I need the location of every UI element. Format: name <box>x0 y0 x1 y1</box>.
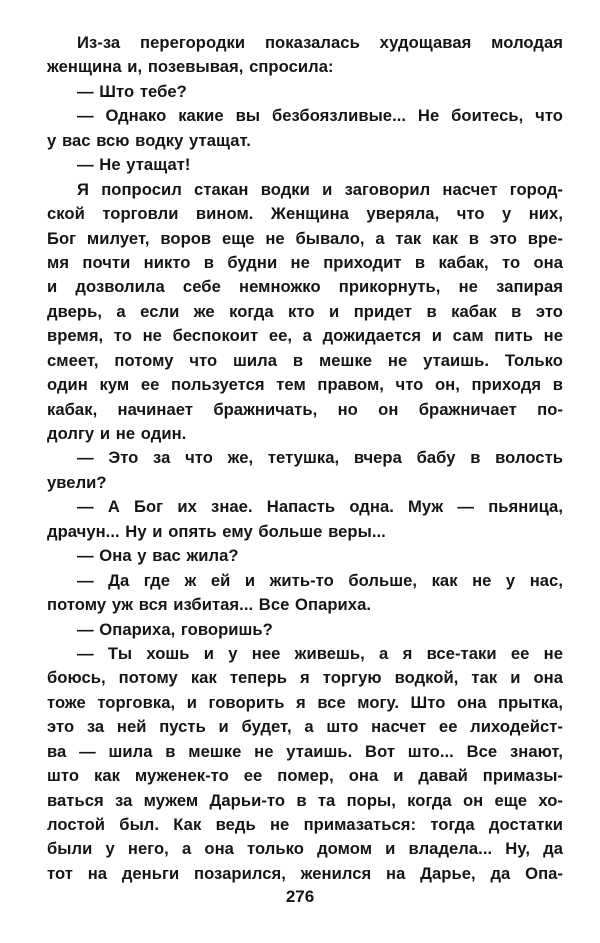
page-number: 276 <box>285 887 315 906</box>
text-line: мя почти никто в будни не приходит в кабак, то она <box>47 252 563 272</box>
text-line: — Она у вас жила? <box>77 546 239 566</box>
text-line: у вас всю водку утащат. <box>47 130 251 150</box>
text-line: это за ней пусть и будет, а што насчет ее лиходейст- <box>47 717 563 737</box>
body-text <box>47 31 563 886</box>
text-line: тот на деньги позарился, женился на Дарье, да Опа- <box>47 863 563 883</box>
text-line: — Ты хошь и у нее живешь, а я все-таки ее не <box>77 643 563 663</box>
text-line: ской торговли вином. Женщина уверяла, что у них, <box>47 204 563 224</box>
text-line: — Опариха, говоришь? <box>77 619 273 639</box>
text-line: и дозволила себе немножко прикорнуть, не запирая <box>47 277 563 297</box>
text-line: боюсь, потому как теперь я торгую водкой, так и она <box>47 668 563 688</box>
text-line: ваться за мужем Дарьи-то в та поры, когда он еще хо- <box>47 790 563 810</box>
text-line: — Не утащат! <box>77 155 191 175</box>
text-line: драчун... Ну и опять ему больше веры... <box>47 521 386 541</box>
text-line: женщина и, позевывая, спросила: <box>47 57 334 77</box>
text-line: Из-за перегородки показалась худощавая молодая <box>77 33 563 52</box>
text-line: тоже торговка, и говорить я все могу. Што она прытка, <box>47 692 563 712</box>
text-line: долгу и не один. <box>47 424 187 443</box>
text-line: Бог милует, воров еще не бывало, а так как в это вре- <box>47 228 563 248</box>
text-line: — Да где ж ей и жить-то больше, как не у нас, <box>77 570 563 590</box>
text-line: — Это за что же, тетушка, вчера бабу в волость <box>77 448 563 468</box>
text-line: — Што тебе? <box>77 81 187 101</box>
text-line: ва — шила в мешке не утаишь. Вот што... Все знают, <box>47 741 563 761</box>
text-line: увели? <box>47 472 107 492</box>
text-line: время, то не беспокоит ее, а дожидается и сам пить не <box>47 326 563 346</box>
text-line: кабак, начинает бражничать, но он бражничает по- <box>47 399 563 419</box>
text-line: — А Бог их знае. Напасть одна. Муж — пьяница, <box>77 497 563 517</box>
text-line: Я попросил стакан водки и заговорил насчет город- <box>77 179 563 199</box>
text-line: што как муженек-то ее помер, она и давай примазы- <box>47 766 563 786</box>
text-line: были у него, а она только домом и владела... Ну, да <box>47 839 563 859</box>
text-line: один кум ее пользуется тем правом, что он, приходя в <box>47 375 563 395</box>
text-line: смеет, потому что шила в мешке не утаишь. Только <box>47 350 563 370</box>
text-line: — Однако какие вы безбоязливые... Не боитесь, что <box>77 106 563 126</box>
text-line: дверь, а если же когда кто и придет в кабак в это <box>47 301 563 321</box>
text-line: лостой был. Как ведь не примазаться: тогда достатки <box>47 815 563 834</box>
text-line: потому уж вся избитая... Все Опариха. <box>47 595 372 615</box>
